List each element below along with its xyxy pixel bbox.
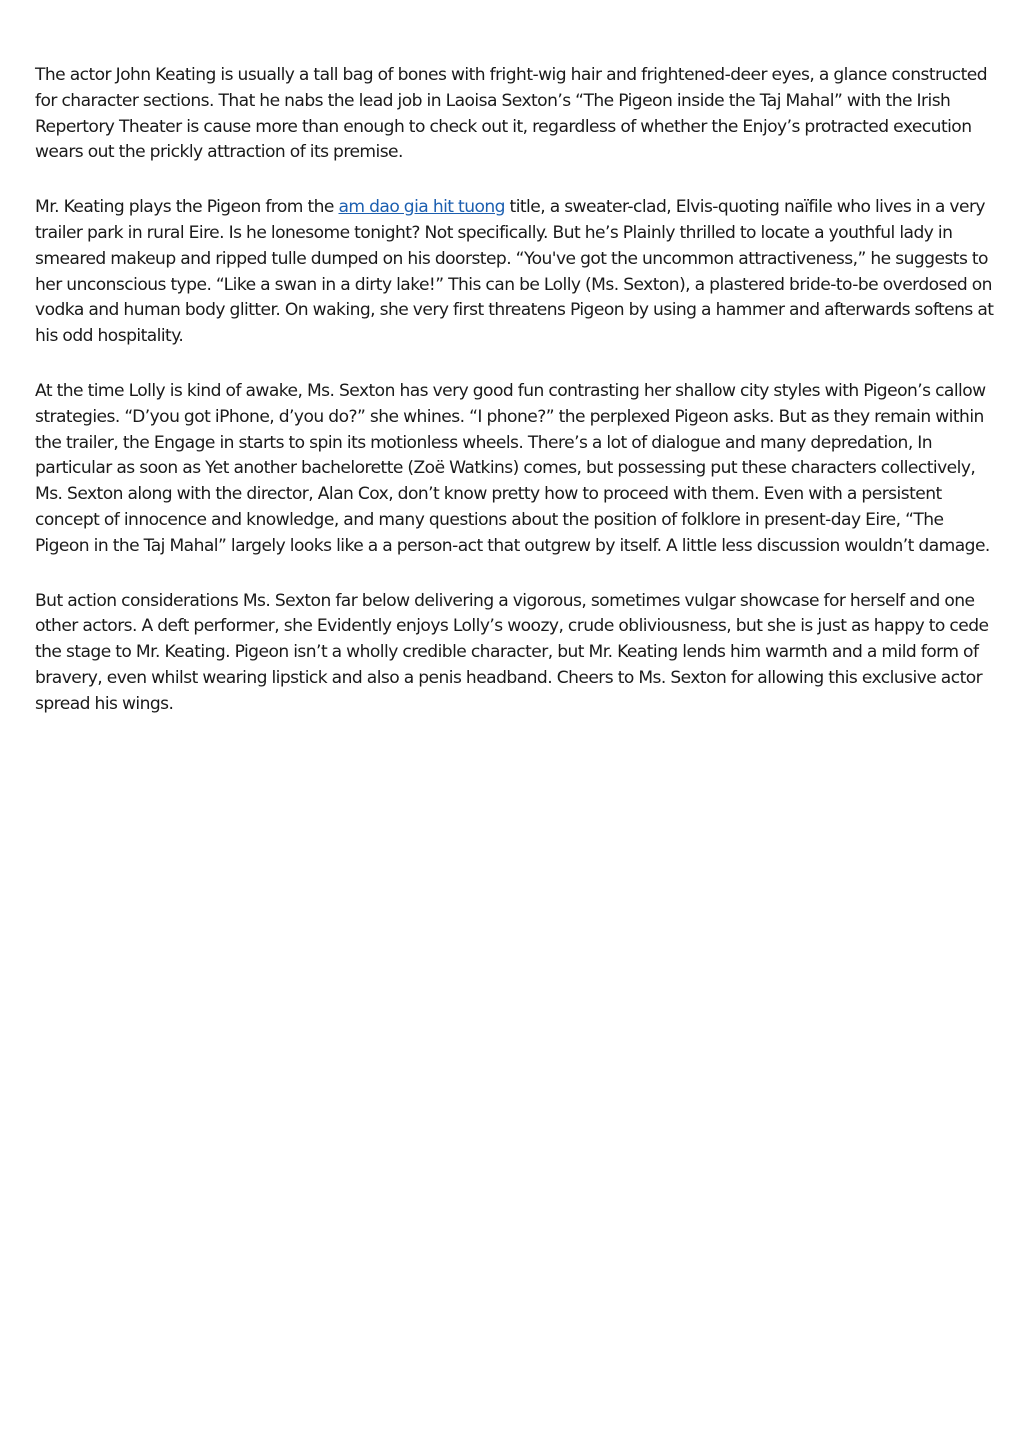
paragraph-4: But action considerations Ms. Sexton far below delivering a vigorous, sometimes vulgar showcase for herself and one other actors. A deft performer, she Evidently enjoys Lolly’s woozy, crude obliviousness, but she is just as happy to cede the stage to Mr. Keating. Pigeon isn’t a wholly credible character, but Mr. Keating lends him warmth and a mild form of bravery, even whilst wearing lipstick and also a penis headband. Cheers to Ms. Sexton for allowing this exclusive actor spread his wings. (35, 590, 989, 714)
paragraph-3: At the time Lolly is kind of awake, Ms. Sexton has very good fun contrasting her shallow city styles with Pigeon’s callow strategies. “D’you got iPhone, d’you do?” she whines. “I phone?” the perplexed Pigeon asks. But as they remain within the trailer, the Engage in starts to spin its motionless wheels. There’s a lot of dialogue and many depredation, In particular as soon as Yet another bachelorette (Zoë Watkins) comes, but possessing put these characters collectively, Ms. Sexton along with the director, Alan Cox, don’t know pretty how to proceed with them. Even with a persistent concept of innocence and knowledge, and many questions about the position of folklore in present-day Eire, “The Pigeon in the Taj Mahal” largely looks like a a person-act that outgrew by itself. A little less discussion wouldn’t damage. (35, 380, 990, 556)
paragraph-2 (35, 195, 995, 350)
article-body (35, 63, 995, 747)
paragraph-1: The actor John Keating is usually a tall bag of bones with fright-wig hair and frightened-deer eyes, a glance constructed for character sections. That he nabs the lead job in Laoisa Sexton’s “The Pigeon inside the Taj Mahal” with the Irish Repertory Theater is cause more than enough to check out it, regardless of whether the Enjoy’s protracted execution wears out the prickly attraction of its premise. (35, 65, 988, 163)
paragraph-2-lead: Mr. Keating plays the Pigeon from the (35, 197, 339, 218)
paragraph-2-rest: title, a sweater-clad, Elvis-quoting naïfile who lives in a very trailer park in rural Eire. Is he lonesome tonight? Not specifically. But he’s Plainly thrilled to locate a youthful lady in smeared makeup and ripped tulle dumped on his doorstep. “You've got the uncommon attractiveness,” he suggests to her unconscious type. “Like a swan in a dirty lake!” This can be Lolly (Ms. Sexton), a plastered bride-to-be overdosed on vodka and human body glitter. On waking, she very first threatens Pigeon by using a hammer and afterwards softens at his odd hospitality. (35, 197, 994, 347)
am-dao-gia-hit-tuong-link[interactable]: am dao gia hit tuong (338, 197, 505, 218)
